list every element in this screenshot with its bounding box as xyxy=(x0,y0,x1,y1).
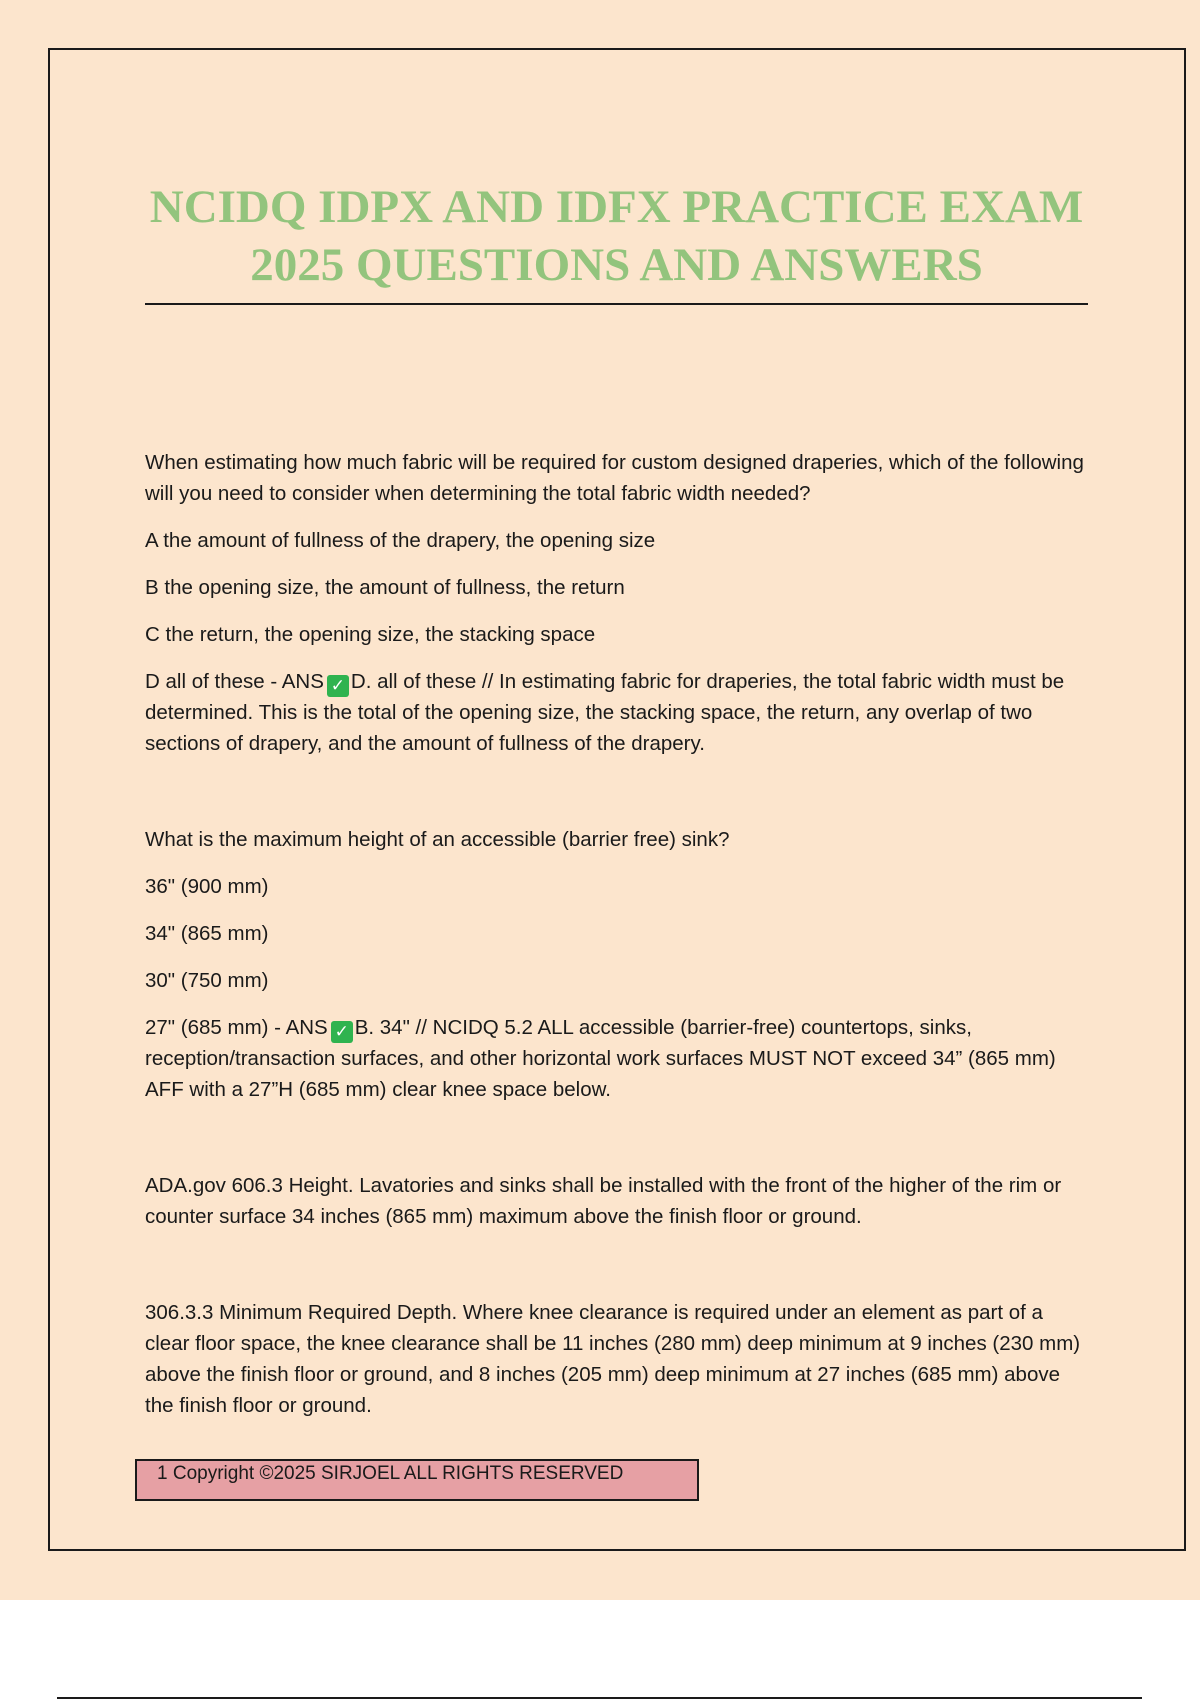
question-1-answer: D. all of these // In estimating fabric for draperies, the total fabric width must be determined. This is the total of the opening size, the stacking space, the return, any overlap of two sections of drapery, and the amount of fullness of the drapery. xyxy=(145,670,1065,755)
question-2-option-d: 27" (685 mm) - ANS xyxy=(145,1016,328,1039)
title-underline xyxy=(145,303,1088,305)
question-1-option-d-with-answer xyxy=(145,666,1090,759)
question-1-option-b: B the opening size, the amount of fullness, the return xyxy=(145,576,625,599)
question-1-option-a: A the amount of fullness of the drapery, the opening size xyxy=(145,529,656,552)
question-2-answer: B. 34" // NCIDQ 5.2 ALL accessible (barrier-free) countertops, sinks, reception/transaction surfaces, and other horizontal work surfaces MUST NOT exceed 34” (865 mm) AFF with a 27”H (685 mm) clear knee space below. xyxy=(145,1016,1056,1101)
question-2-text: What is the maximum height of an accessible (barrier free) sink? xyxy=(145,828,730,851)
question-1-option-c: C the return, the opening size, the stacking space xyxy=(145,623,596,646)
question-1-text: When estimating how much fabric will be required for custom designed draperies, which of the following will you need to consider when determining the total fabric width needed? xyxy=(145,451,1084,505)
ada-height-note: ADA.gov 606.3 Height. Lavatories and sinks shall be installed with the front of the higher of the rim or counter surface 34 inches (865 mm) maximum above the finish floor or ground. xyxy=(145,1174,1062,1228)
check-mark-icon: ✓ xyxy=(331,1021,353,1043)
knee-clearance-depth-note: 306.3.3 Minimum Required Depth. Where knee clearance is required under an element as part of a clear floor space, the knee clearance shall be 11 inches (280 mm) deep minimum at 9 inches (230 mm) above the finish floor or ground, and 8 inches (205 mm) deep minimum at 27 inches (685 mm) above the finish floor or ground. xyxy=(145,1301,1081,1417)
copyright-footer: 1 Copyright ©2025 SIRJOEL ALL RIGHTS RESERVED xyxy=(135,1459,699,1501)
document-title: NCIDQ IDPX AND IDFX PRACTICE EXAM 2025 QUESTIONS AND ANSWERS xyxy=(149,181,1084,291)
question-2-option-b: 34" (865 mm) xyxy=(145,922,269,945)
question-2-option-c: 30" (750 mm) xyxy=(145,969,269,992)
question-1-option-d: D all of these - ANS xyxy=(145,670,324,693)
next-page-rule xyxy=(57,1697,1142,1699)
question-2-option-d-with-answer xyxy=(145,1012,1090,1105)
check-mark-icon: ✓ xyxy=(327,675,349,697)
document-body xyxy=(145,447,1090,1421)
question-2-option-a: 36" (900 mm) xyxy=(145,875,269,898)
